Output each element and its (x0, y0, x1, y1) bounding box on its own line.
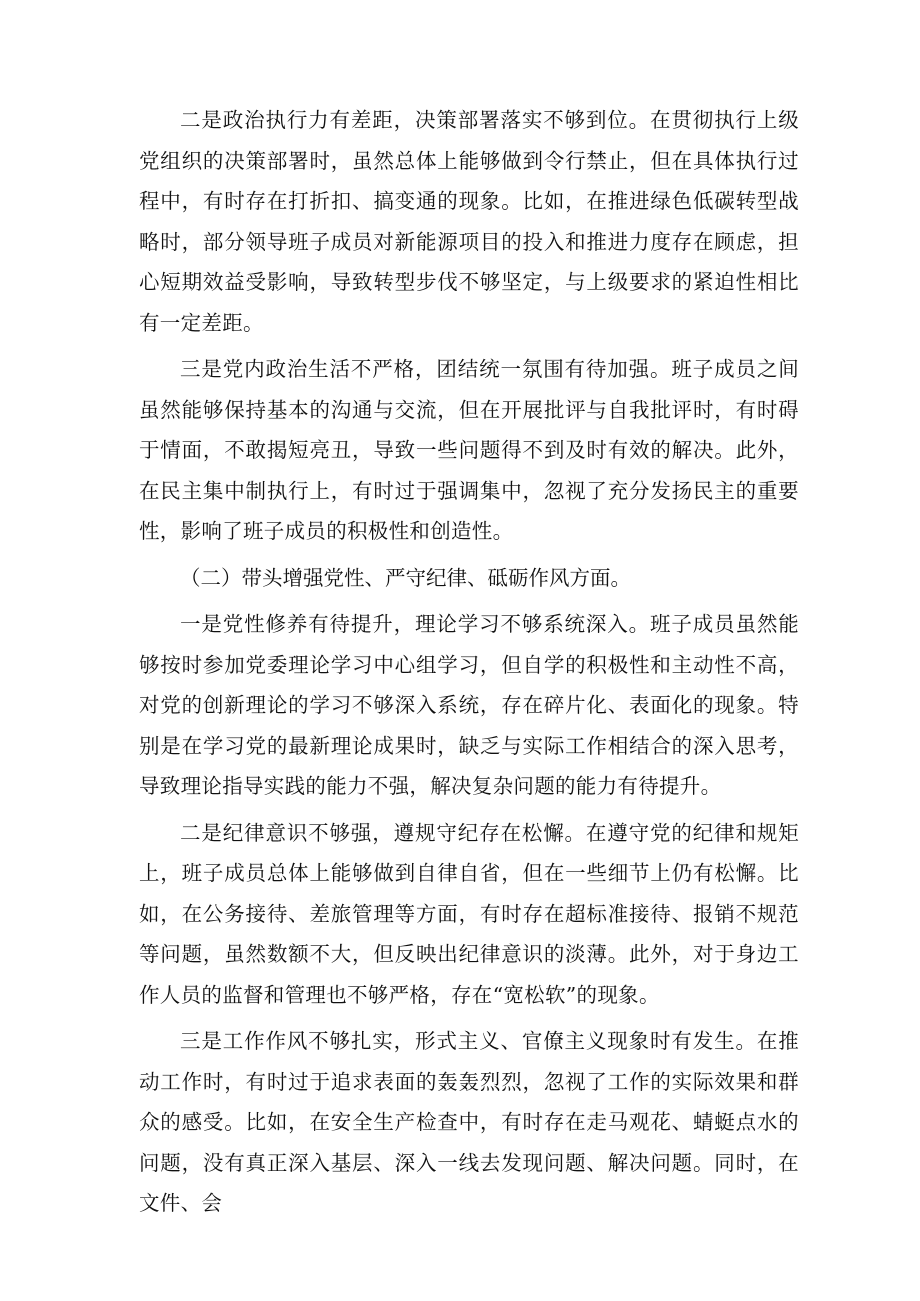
section-heading-party-spirit: （二）带头增强党性、严守纪律、砥砺作风方面。 (180, 565, 631, 590)
paragraph-work-style: 三是工作作风不够扎实，形式主义、官僚主义现象时有发生。在推动工作时，有时过于追求表面的轰轰烈烈，忽视了工作的实际效果和群众的感受。比如，在安全生产检查中，有时存在走马观花、蜻蜓点水的问题，没有真正深入基层、深入一线去发现问题、解决问题。同时，在文件、会 (139, 1029, 799, 1215)
paragraph-party-cultivation: 一是党性修养有待提升，理论学习不够系统深入。班子成员虽然能够按时参加党委理论学习中心组学习，但自学的积极性和主动性不高，对党的创新理论的学习不够深入系统，存在碎片化、表面化的现象。特别是在学习党的最新理论成果时，缺乏与实际工作相结合的深入思考，导致理论指导实践的能力不强，解决复杂问题的能力有待提升。 (139, 612, 799, 798)
paragraph-party-life: 三是党内政治生活不严格，团结统一氛围有待加强。班子成员之间虽然能够保持基本的沟通与交流，但在开展批评与自我批评时，有时碍于情面，不敢揭短亮丑，导致一些问题得不到及时有效的解决。此外，在民主集中制执行上，有时过于强调集中，忽视了充分发扬民主的重要性，影响了班子成员的积极性和创造性。 (139, 357, 799, 543)
paragraph-discipline: 二是纪律意识不够强，遵规守纪存在松懈。在遵守党的纪律和规矩上，班子成员总体上能够做到自律自省，但在一些细节上仍有松懈。比如，在公务接待、差旅管理等方面，有时存在超标准接待、报销不规范等问题，虽然数额不大，但反映出纪律意识的淡薄。此外，对于身边工作人员的监督和管理也不够严格，存在“宽松软”的现象。 (139, 820, 799, 1007)
paragraph-political-execution: 二是政治执行力有差距，决策部署落实不够到位。在贯彻执行上级党组织的决策部署时，虽然总体上能够做到令行禁止，但在具体执行过程中，有时存在打折扣、搞变通的现象。比如，在推进绿色低碳转型战略时，部分领导班子成员对新能源项目的投入和推进力度存在顾虑，担心短期效益受影响，导致转型步伐不够坚定，与上级要求的紧迫性相比有一定差距。 (139, 108, 799, 335)
document-body (139, 100, 799, 1230)
